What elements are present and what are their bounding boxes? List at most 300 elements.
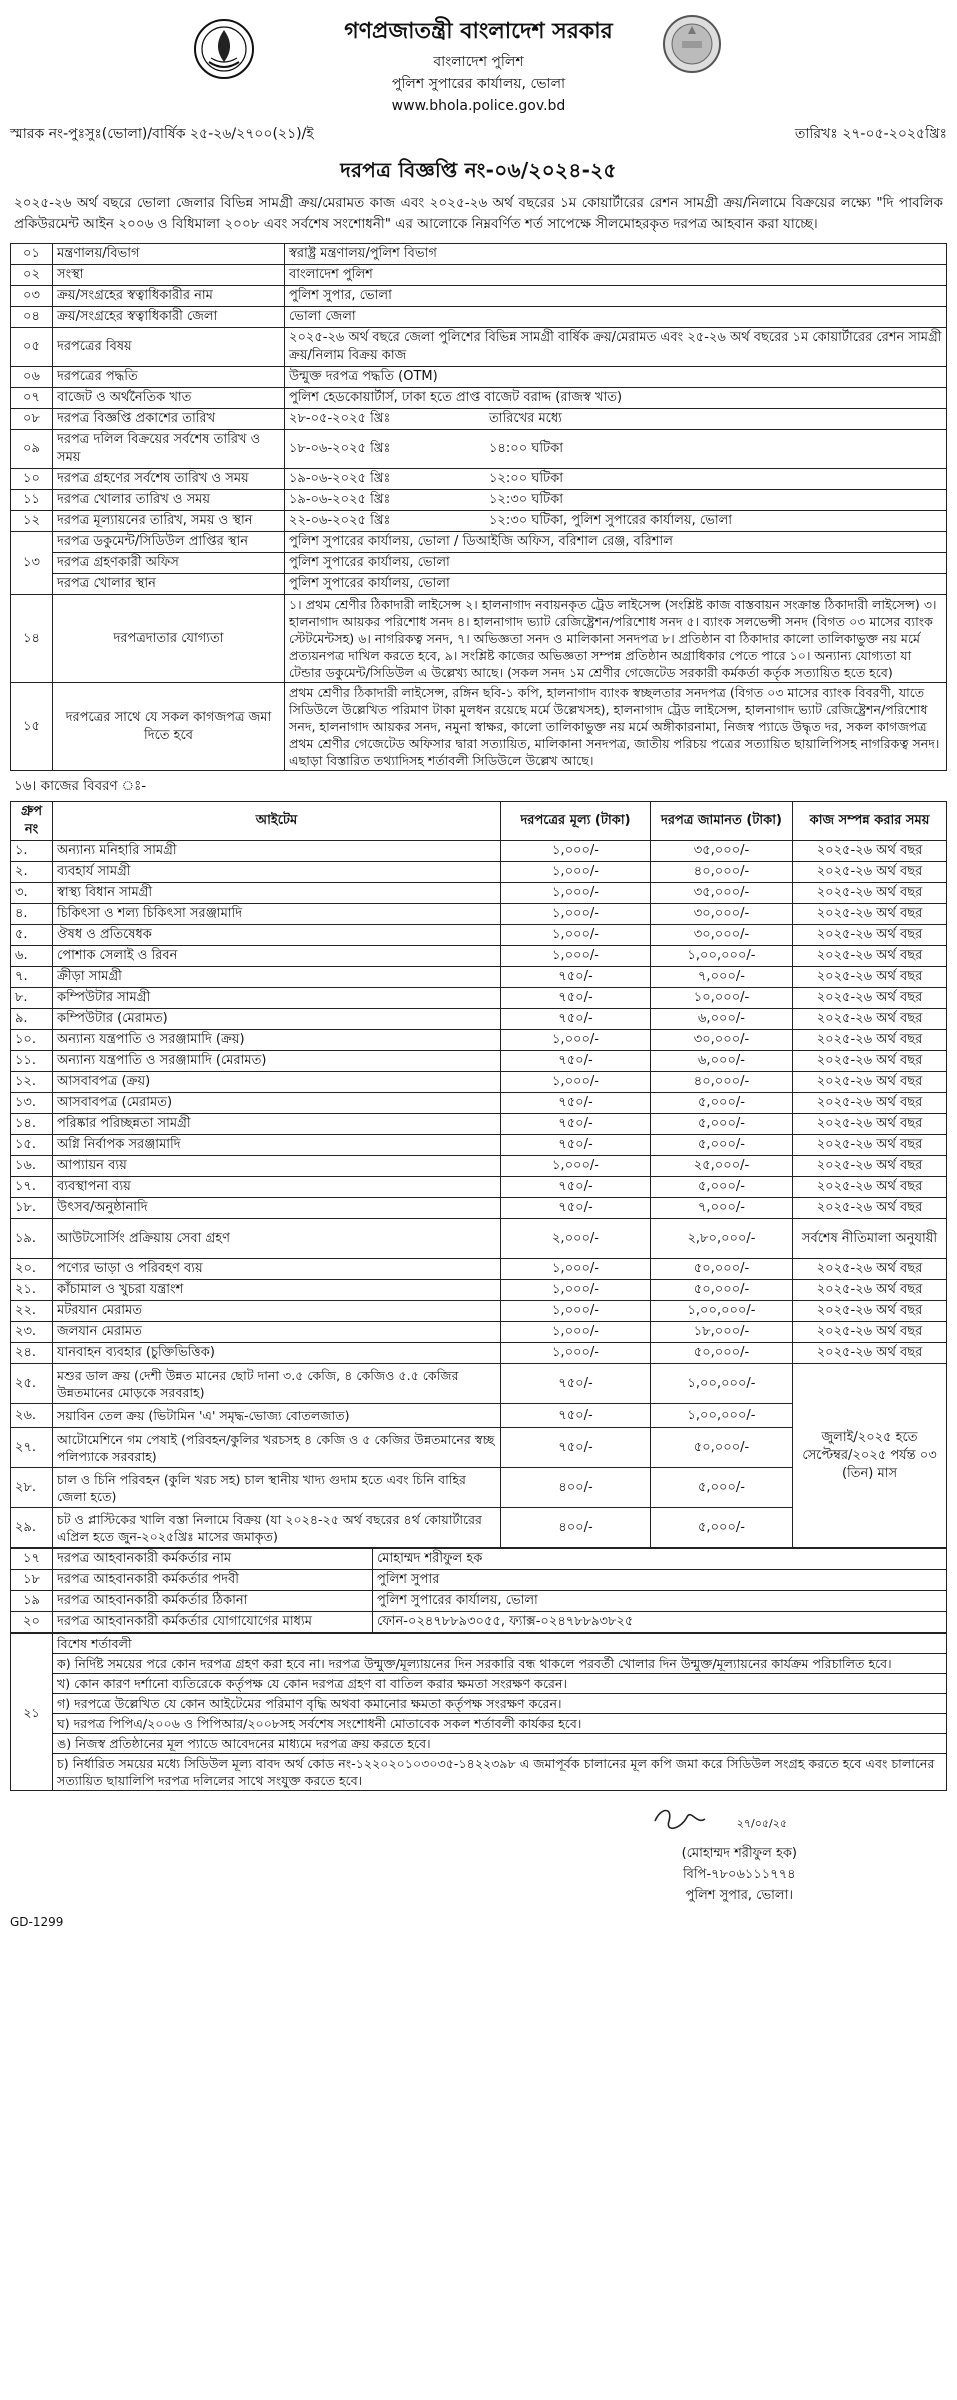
conditions-title-row: [11, 1634, 947, 1654]
row-label: দরপত্র আহবানকারী কর্মকর্তার পদবী: [53, 1570, 373, 1591]
tender-security: ৪০,০০০/-: [651, 862, 793, 883]
work-item-row: [11, 946, 947, 967]
tender-security: ২৫,০০০/-: [651, 1156, 793, 1177]
intro-paragraph: ২০২৫-২৬ অর্থ বছরে ভোলা জেলার বিভিন্ন সামগ্রী ক্রয়/মেরামত কাজ এবং ২০২৫-২৬ অর্থ বছরের ১ম কোয়ার্টারের রেশন সামগ্রী ক্রয়/নিলামে বিক্রয়ের লক্ষ্যে "দি পাবলিক প্রকিউরমেন্ট আইন ২০০৬ ও বিধিমালা ২০০৮ এবং সর্বশেষ সংশোধনী" এর আলোকে নিম্নবর্ণিত শর্ত সাপেক্ষে সীলমোহরকৃত দরপত্র আহবান করা যাচ্ছে।: [14, 195, 943, 232]
info-row: [11, 286, 947, 307]
work-period: ২০২৫-২৬ অর্থ বছর: [793, 967, 947, 988]
work-item-row: [11, 988, 947, 1009]
tender-price: ১,০০০/-: [501, 904, 651, 925]
place-row: [11, 574, 947, 595]
date-row: [11, 469, 947, 490]
work-period: ২০২৫-২৬ অর্থ বছর: [793, 1343, 947, 1364]
work-period: ২০২৫-২৬ অর্থ বছর: [793, 1114, 947, 1135]
row-number: ০৩: [11, 286, 53, 307]
work-period: ২০২৫-২৬ অর্থ বছর: [793, 904, 947, 925]
row-value: পুলিশ হেডকোয়ার্টার্স, ঢাকা হতে প্রাপ্ত বাজেট বরাদ্দ (রাজস্ব খাত): [285, 388, 947, 409]
row-date: ১৮-০৬-২০২৫ খ্রিঃ: [289, 441, 391, 456]
info-row: [11, 244, 947, 265]
row-value: উন্মুক্ত দরপত্র পদ্ধতি (OTM): [285, 367, 947, 388]
item-name: সয়াবিন তেল ক্রয় (ভিটামিন 'এ' সমৃদ্ধ-ভোজ্য বোতলজাত): [53, 1404, 501, 1428]
item-name: আউটসোর্সিং প্রক্রিয়ায় সেবা গ্রহণ: [53, 1219, 501, 1259]
row-value: বাংলাদেশ পুলিশ: [285, 265, 947, 286]
tender-security: ৫,০০০/-: [651, 1468, 793, 1508]
tender-price: ৪০০/-: [501, 1508, 651, 1548]
special-conditions-table: [10, 1633, 947, 1791]
tender-price: ১,০০০/-: [501, 1301, 651, 1322]
work-item-row: [11, 1093, 947, 1114]
row-label: দরপত্র আহবানকারী কর্মকর্তার ঠিকানা: [53, 1591, 373, 1612]
group-number: ২২.: [11, 1301, 53, 1322]
info-row: [11, 367, 947, 388]
row-number: ০৪: [11, 307, 53, 328]
work-item-row: [11, 1198, 947, 1219]
item-name: উৎসব/অনুষ্ঠানাদি: [53, 1198, 501, 1219]
row-time: ১২:৩০ ঘটিকা: [489, 492, 564, 507]
date-row: [11, 409, 947, 430]
work-period: ২০২৫-২৬ অর্থ বছর: [793, 841, 947, 862]
group-number: ২৬.: [11, 1404, 53, 1428]
notice-title: দরপত্র বিজ্ঞপ্তি নং-০৬/২০২৪-২৫: [340, 158, 617, 182]
work-item-row: [11, 967, 947, 988]
work-period: ২০২৫-২৬ অর্থ বছর: [793, 988, 947, 1009]
row-label: মন্ত্রণালয়/বিভাগ: [53, 244, 285, 265]
work-period: ২০২৫-২৬ অর্থ বছর: [793, 883, 947, 904]
tender-security: ৫,০০০/-: [651, 1114, 793, 1135]
work-period: ২০২৫-২৬ অর্থ বছর: [793, 1301, 947, 1322]
officer-row: [11, 1549, 947, 1570]
website-link[interactable]: www.bhola.police.gov.bd: [391, 98, 566, 114]
item-name: যানবাহন ব্যবহার (চুক্তিভিত্তিক): [53, 1343, 501, 1364]
row-value: পুলিশ সুপার, ভোলা: [285, 286, 947, 307]
item-name: আপ্যায়ন ব্যয়: [53, 1156, 501, 1177]
tender-security: ৬,০০০/-: [651, 1051, 793, 1072]
row-label: দরপত্রদাতার যোগ্যতা: [53, 595, 285, 683]
tender-price: ২,০০০/-: [501, 1219, 651, 1259]
item-name: অন্যান্য যন্ত্রপাতি ও সরঞ্জামাদি (মেরামত): [53, 1051, 501, 1072]
row-value: ২০২৫-২৬ অর্থ বছরে জেলা পুলিশের বিভিন্ন সামগ্রী বার্ষিক ক্রয়/মেরামত এবং ২৫-২৬ অর্থ বছরের ১ম কোয়ার্টারের রেশন সামগ্রী ক্রয়/নিলাম বিক্রয় কাজ: [285, 328, 947, 367]
department-name: বাংলাদেশ পুলিশ: [433, 54, 524, 70]
conditions-title: বিশেষ শর্তাবলী: [53, 1634, 947, 1654]
condition-text: গ) দরপত্রে উল্লেখিত যে কোন আইটেমের পরিমাণ বৃদ্ধি অথবা কমানোর ক্ষমতা কর্তৃপক্ষ সংরক্ষণ করেন।: [53, 1694, 947, 1714]
signature-block: [10, 1791, 947, 1933]
item-name: পোশাক সেলাই ও রিবন: [53, 946, 501, 967]
row-value: পুলিশ সুপারের কার্যালয়, ভোলা: [373, 1591, 947, 1612]
row-label: দরপত্র ডকুমেন্ট/সিডিউল প্রাপ্তির স্থান: [53, 532, 285, 553]
work-period: ২০২৫-২৬ অর্থ বছর: [793, 946, 947, 967]
place-row: [11, 532, 947, 553]
row-date-time: [285, 490, 947, 511]
signer-designation: পুলিশ সুপার, ভোলা।: [685, 1888, 794, 1903]
item-name: অগ্নি নির্বাপক সরঞ্জামাদি: [53, 1135, 501, 1156]
tender-price: ১,০০০/-: [501, 1343, 651, 1364]
row-value: পুলিশ সুপারের কার্যালয়, ভোলা / ডিআইজি অফিস, বরিশাল রেঞ্জ, বরিশাল: [285, 532, 947, 553]
office-name: পুলিশ সুপারের কার্যালয়, ভোলা: [391, 76, 566, 92]
date-row: [11, 511, 947, 532]
item-name: অন্যান্য যন্ত্রপাতি ও সরঞ্জামাদি (ক্রয়): [53, 1030, 501, 1051]
tender-security: ৩৫,০০০/-: [651, 883, 793, 904]
tender-price: ৭৫০/-: [501, 1051, 651, 1072]
work-item-row: [11, 1156, 947, 1177]
row-number: ২১: [11, 1634, 53, 1791]
tender-security: ৩০,০০০/-: [651, 1030, 793, 1051]
tender-security: ৩৫,০০০/-: [651, 841, 793, 862]
group-number: ২৯.: [11, 1508, 53, 1548]
row-label: দরপত্র খোলার তারিখ ও সময়: [53, 490, 285, 511]
tender-security: ৪০,০০০/-: [651, 1072, 793, 1093]
work-period: ২০২৫-২৬ অর্থ বছর: [793, 1322, 947, 1343]
group-number: ৫.: [11, 925, 53, 946]
group-number: ২৮.: [11, 1468, 53, 1508]
condition-item: [11, 1734, 947, 1754]
letterhead: [10, 0, 947, 150]
row-date: ১৯-০৬-২০২৫ খ্রিঃ: [289, 471, 391, 486]
row-value: পুলিশ সুপারের কার্যালয়, ভোলা: [285, 553, 947, 574]
tender-security: ৫০,০০০/-: [651, 1428, 793, 1468]
work-period: ২০২৫-২৬ অর্থ বছর: [793, 1177, 947, 1198]
government-title: গণপ্রজাতন্ত্রী বাংলাদেশ সরকার: [344, 19, 613, 44]
tender-price: ১,০০০/-: [501, 1156, 651, 1177]
work-item-row: [11, 1114, 947, 1135]
work-item-row: [11, 1051, 947, 1072]
group-number: ১৭.: [11, 1177, 53, 1198]
row-date: ১৯-০৬-২০২৫ খ্রিঃ: [289, 492, 391, 507]
row-number: ১৪: [11, 595, 53, 683]
item-name: কাঁচামাল ও খুচরা যন্ত্রাংশ: [53, 1280, 501, 1301]
tender-price: ৭৫০/-: [501, 1404, 651, 1428]
header-period: কাজ সম্পন্ন করার সময়: [793, 802, 947, 841]
work-table-header: [11, 802, 947, 841]
tender-price: ৭৫০/-: [501, 988, 651, 1009]
header-security: দরপত্র জামানত (টাকা): [651, 802, 793, 841]
work-item-row: [11, 1280, 947, 1301]
item-name: স্বাস্থ্য বিধান সামগ্রী: [53, 883, 501, 904]
row-value: ভোলা জেলা: [285, 307, 947, 328]
group-number: ২৩.: [11, 1322, 53, 1343]
info-row: [11, 265, 947, 286]
officer-info-table: [10, 1548, 947, 1633]
work-period: ২০২৫-২৬ অর্থ বছর: [793, 862, 947, 883]
tender-price: ৭৫০/-: [501, 1093, 651, 1114]
row-number: ০৫: [11, 328, 53, 367]
item-name: আসবাবপত্র (মেরামত): [53, 1093, 501, 1114]
government-emblem-icon: [193, 18, 255, 80]
work-item-row: [11, 1322, 947, 1343]
work-items-table: [10, 801, 947, 1548]
group-number: ১৪.: [11, 1114, 53, 1135]
tender-price: ১,০০০/-: [501, 862, 651, 883]
row-label: দরপত্রের সাথে যে সকল কাগজপত্র জমা দিতে হবে: [53, 683, 285, 771]
work-period: ২০২৫-২৬ অর্থ বছর: [793, 1280, 947, 1301]
condition-item: [11, 1654, 947, 1674]
row-number: ০৭: [11, 388, 53, 409]
tender-price: ৭৫০/-: [501, 1364, 651, 1404]
row-number: ১৩: [11, 532, 53, 595]
police-badge-icon: [662, 14, 722, 74]
item-name: ঔষধ ও প্রতিষেধক: [53, 925, 501, 946]
tender-price: ৭৫০/-: [501, 1177, 651, 1198]
row-number: ০২: [11, 265, 53, 286]
info-row: [11, 388, 947, 409]
tender-price: ৭৫০/-: [501, 1135, 651, 1156]
row-label: বাজেট ও অর্থনৈতিক খাত: [53, 388, 285, 409]
item-name: চাল ও চিনি পরিবহন (কুলি খরচ সহ) চাল স্থানীয় খাদ্য গুদাম হতে এবং চিনি বাহির জেলা হতে): [53, 1468, 501, 1508]
info-row: [11, 328, 947, 367]
work-period: ২০২৫-২৬ অর্থ বছর: [793, 1156, 947, 1177]
row-value: ফোন-০২৪৭৮৮৯৩০৫৫, ফ্যাক্স-০২৪৭৮৮৯৩৮২৫: [373, 1612, 947, 1633]
work-item-row: [11, 1009, 947, 1030]
item-name: ব্যবস্থাপনা ব্যয়: [53, 1177, 501, 1198]
condition-text: ক) নির্দিষ্ট সময়ের পরে কোন দরপত্র গ্রহণ করা হবে না। দরপত্র উন্মুক্ত/মূল্যায়নের দিন সরকারি বন্ধ থাকলে পরবর্তী খোলার দিন উন্মুক্ত/মূল্যায়নের কার্যক্রম পরিচালিত হবে।: [53, 1654, 947, 1674]
row-number: ০৯: [11, 430, 53, 469]
work-period: ২০২৫-২৬ অর্থ বছর: [793, 1135, 947, 1156]
item-name: জলযান মেরামত: [53, 1322, 501, 1343]
tender-security: ১,০০,০০০/-: [651, 1364, 793, 1404]
qualification-row: [11, 595, 947, 683]
work-period: ২০২৫-২৬ অর্থ বছর: [793, 1198, 947, 1219]
signature-date: ২৭/০৫/২৫: [736, 1817, 787, 1830]
row-label: দরপত্রের পদ্ধতি: [53, 367, 285, 388]
condition-item: [11, 1714, 947, 1734]
work-description-title: ১৬। কাজের বিবরণ ঃ-: [14, 778, 147, 794]
tender-security: ৬,০০০/-: [651, 1009, 793, 1030]
work-period: ২০২৫-২৬ অর্থ বছর: [793, 1072, 947, 1093]
row-label: সংস্থা: [53, 265, 285, 286]
tender-security: ৭,০০০/-: [651, 1198, 793, 1219]
work-item-row: [11, 883, 947, 904]
tender-security: ৭,০০০/-: [651, 967, 793, 988]
work-item-row: [11, 841, 947, 862]
tender-price: ৭৫০/-: [501, 967, 651, 988]
item-name: মটরযান মেরামত: [53, 1301, 501, 1322]
row-time: ১৪:০০ ঘটিকা: [489, 441, 563, 456]
work-item-row: [11, 1072, 947, 1093]
group-number: ১৬.: [11, 1156, 53, 1177]
memo-date: তারিখঃ ২৭-০৫-২০২৫খ্রিঃ: [794, 126, 947, 142]
group-number: ১.: [11, 841, 53, 862]
work-item-row: [11, 1030, 947, 1051]
item-name: আসবাবপত্র (ক্রয়): [53, 1072, 501, 1093]
tender-security: ৫,০০০/-: [651, 1093, 793, 1114]
tender-security: ৫,০০০/-: [651, 1508, 793, 1548]
row-label: দরপত্র আহবানকারী কর্মকর্তার যোগাযোগের মাধ্যম: [53, 1612, 373, 1633]
officer-row: [11, 1612, 947, 1633]
work-period: ২০২৫-২৬ অর্থ বছর: [793, 1093, 947, 1114]
item-name: পণ্যের ভাড়া ও পরিবহণ ব্যয়: [53, 1259, 501, 1280]
work-item-row: [11, 1301, 947, 1322]
row-label: দরপত্র মূল্যায়নের তারিখ, সময় ও স্থান: [53, 511, 285, 532]
row-label: দরপত্র গ্রহণকারী অফিস: [53, 553, 285, 574]
tender-security: ৫০,০০০/-: [651, 1259, 793, 1280]
group-number: ৯.: [11, 1009, 53, 1030]
condition-item: [11, 1674, 947, 1694]
group-number: ১৯.: [11, 1219, 53, 1259]
row-value: স্বরাষ্ট্র মন্ত্রণালয়/পুলিশ বিভাগ: [285, 244, 947, 265]
group-number: ১১.: [11, 1051, 53, 1072]
qualification-row: [11, 683, 947, 771]
group-number: ২০.: [11, 1259, 53, 1280]
group-number: ১০.: [11, 1030, 53, 1051]
tender-security: ৫০,০০০/-: [651, 1343, 793, 1364]
tender-security: ১০,০০০/-: [651, 988, 793, 1009]
work-period: ২০২৫-২৬ অর্থ বছর: [793, 1030, 947, 1051]
tender-price: ১,০০০/-: [501, 925, 651, 946]
tender-price: ১,০০০/-: [501, 1322, 651, 1343]
header-price: দরপত্রের মূল্য (টাকা): [501, 802, 651, 841]
item-name: আটোমেশিনে গম পেষাই (পরিবহন/কুলির খরচসহ ৪ কেজি ও ৫ কেজির উন্নতমানের স্বচ্ছ পলিপ্যাকে সরবরাহ): [53, 1428, 501, 1468]
group-number: ১৮.: [11, 1198, 53, 1219]
tender-security: ১,০০,০০০/-: [651, 1301, 793, 1322]
tender-security: ১৮,০০০/-: [651, 1322, 793, 1343]
work-item-row: [11, 862, 947, 883]
officer-row: [11, 1591, 947, 1612]
group-number: ২১.: [11, 1280, 53, 1301]
work-item-row: [11, 904, 947, 925]
signer-name: (মোহাম্মদ শরীফুল হক): [681, 1846, 797, 1861]
item-name: পরিষ্কার পরিচ্ছন্নতা সামগ্রী: [53, 1114, 501, 1135]
item-name: অন্যান্য মনিহারি সামগ্রী: [53, 841, 501, 862]
work-item-row: [11, 1177, 947, 1198]
row-date-time: [285, 409, 947, 430]
row-date-time: [285, 511, 947, 532]
row-number: ১৫: [11, 683, 53, 771]
row-time: ১২:০০ ঘটিকা: [489, 471, 564, 486]
tender-security: ১,০০,০০০/-: [651, 1404, 793, 1428]
tender-security: ৫০,০০০/-: [651, 1280, 793, 1301]
item-name: চট ও প্লাস্টিকের খালি বস্তা নিলামে বিক্রয় (যা ২০২৪-২৫ অর্থ বছরের ৪র্থ কোয়ার্টারের এপ্রিল হতে জুন-২০২৫খ্রিঃ মাসের জমাকৃত): [53, 1508, 501, 1548]
tender-price: ১,০০০/-: [501, 1259, 651, 1280]
condition-text: ঘ) দরপত্র পিপিএ/২০০৬ ও পিপিআর/২০০৮সহ সর্বশেষ সংশোধনী মোতাবেক সকল শর্তাবলী কার্যকর হবে।: [53, 1714, 947, 1734]
tender-security: ৫,০০০/-: [651, 1177, 793, 1198]
group-number: ৪.: [11, 904, 53, 925]
tender-info-table: [10, 243, 947, 771]
condition-item: [11, 1754, 947, 1791]
tender-price: ৭৫০/-: [501, 1198, 651, 1219]
row-time: ১২:৩০ ঘটিকা, পুলিশ সুপারের কার্যালয়, ভোলা: [489, 513, 733, 528]
info-row: [11, 307, 947, 328]
group-number: ২৪.: [11, 1343, 53, 1364]
row-label: দরপত্র আহবানকারী কর্মকর্তার নাম: [53, 1549, 373, 1570]
item-name: কম্পিউটার সামগ্রী: [53, 988, 501, 1009]
row-date: ২২-০৬-২০২৫ খ্রিঃ: [289, 513, 391, 528]
tender-price: ১,০০০/-: [501, 841, 651, 862]
date-row: [11, 430, 947, 469]
group-number: ১৩.: [11, 1093, 53, 1114]
row-date-time: [285, 469, 947, 490]
work-item-row: [11, 1343, 947, 1364]
work-period: ২০২৫-২৬ অর্থ বছর: [793, 925, 947, 946]
row-number: ০৬: [11, 367, 53, 388]
work-period: ২০২৫-২৬ অর্থ বছর: [793, 1051, 947, 1072]
tender-price: ১,০০০/-: [501, 1030, 651, 1051]
group-number: ৭.: [11, 967, 53, 988]
tender-price: ১,০০০/-: [501, 946, 651, 967]
row-number: ১০: [11, 469, 53, 490]
work-period: ২০২৫-২৬ অর্থ বছর: [793, 1259, 947, 1280]
row-number: ১৮: [11, 1570, 53, 1591]
ration-item-row: [11, 1364, 947, 1404]
row-value: ১। প্রথম শ্রেণীর ঠিকাদারী লাইসেন্স ২। হালনাগাদ নবায়নকৃত ট্রেড লাইসেন্স (সংশ্লিষ্ট কাজ বাস্তবায়ন সংক্রান্ত ঠিকাদারী লাইসেন্স) ৩। হালনাগাদ আয়কর পরিশোধ সনদ ৪। হালনাগাদ ভ্যাট রেজিষ্ট্রেশন/পরিশোধ সনদ ৫। ব্যাংক সলভেন্সী সনদ (বিগত ০৩ মাসের ব্যাংক স্টেটমেন্টসহ) ৬। নাগরিকত্ব সনদ, ৭। অভিজ্ঞতা সনদ ও মালিকানা সনদপত্র ৮। প্রতিষ্ঠান বা ঠিকাদার কালো তালিকাভুক্ত নয় মর্মে প্রত্যয়নপত্র দাখিল করতে হবে, ৯। সংশ্লিষ্ট কাজের অভিজ্ঞতা সম্পন্ন প্রতিষ্ঠান অগ্রাধিকার পেতে পারে ১০। অন্যান্য যোগ্যতা যা টেন্ডার ডকুমেন্ট/সিডিউল এ উল্লেখ্য আছে। (সকল সনদ ১ম শ্রেণীর গেজেটেড সরকারী কর্মকর্তা কর্তৃক সত্যায়িত হতে হবে): [285, 595, 947, 683]
row-number: ০১: [11, 244, 53, 265]
place-row: [11, 553, 947, 574]
gd-code: GD-1299: [10, 1915, 64, 1929]
condition-text: ঙ) নিজস্ব প্রতিষ্ঠানের মূল প্যাডে আবেদনের মাধ্যমে দরপত্র ক্রয় করতে হবে।: [53, 1734, 947, 1754]
item-name: ক্রীড়া সামগ্রী: [53, 967, 501, 988]
officer-row: [11, 1570, 947, 1591]
row-label: দরপত্র গ্রহণের সর্বশেষ তারিখ ও সময়: [53, 469, 285, 490]
row-label: দরপত্রের বিষয়: [53, 328, 285, 367]
row-number: ১২: [11, 511, 53, 532]
group-number: ৬.: [11, 946, 53, 967]
group-number: ১৫.: [11, 1135, 53, 1156]
memo-number: স্মারক নং-পুঃসুঃ(ভোলা)/বার্ষিক ২৫-২৬/২৭০০(২১)/ই: [10, 126, 314, 142]
tender-price: ৭৫০/-: [501, 1114, 651, 1135]
group-number: ২৭.: [11, 1428, 53, 1468]
row-number: ১৭: [11, 1549, 53, 1570]
row-value: পুলিশ সুপারের কার্যালয়, ভোলা: [285, 574, 947, 595]
work-item-row: [11, 1219, 947, 1259]
row-label: ক্রয়/সংগ্রহের স্বত্বাধিকারীর নাম: [53, 286, 285, 307]
row-number: ২০: [11, 1612, 53, 1633]
row-date: ২৮-০৫-২০২৫ খ্রিঃ: [289, 411, 391, 426]
condition-text: চ) নির্ধারিত সময়ের মধ্যে সিডিউল মূল্য বাবদ অর্থ কোড নং-১২২০২০১০৩০৩৫-১৪২২৩৯৮ এ জমাপূর্বক চালানের মূল কপি জমা করে সিডিউল সংগ্রহ করতে হবে এবং চালানের সত্যায়িত ছায়ালিপি দরপত্র দলিলের সাথে সংযুক্ত করতে হবে।: [53, 1754, 947, 1791]
work-period: সর্বশেষ নীতিমালা অনুযায়ী: [793, 1219, 947, 1259]
date-row: [11, 490, 947, 511]
row-value: মোহাম্মদ শরীফুল হক: [373, 1549, 947, 1570]
tender-price: ১,০০০/-: [501, 1280, 651, 1301]
row-label: দরপত্র খোলার স্থান: [53, 574, 285, 595]
signer-bp: বিপি-৭৮০৬১১১৭৭৪: [682, 1867, 796, 1882]
group-number: ২.: [11, 862, 53, 883]
tender-security: ৩০,০০০/-: [651, 925, 793, 946]
row-value: পুলিশ সুপার: [373, 1570, 947, 1591]
condition-item: [11, 1694, 947, 1714]
row-date-time: [285, 430, 947, 469]
work-item-row: [11, 1135, 947, 1156]
tender-price: ১,০০০/-: [501, 883, 651, 904]
row-time: তারিখের মধ্যে: [489, 411, 562, 426]
tender-price: ৭৫০/-: [501, 1009, 651, 1030]
work-item-row: [11, 1259, 947, 1280]
ration-period: জুলাই/২০২৫ হতে সেপ্টেম্বর/২০২৫ পর্যন্ত ০৩ (তিন) মাস: [793, 1364, 947, 1548]
tender-security: ৩০,০০০/-: [651, 904, 793, 925]
group-number: ৮.: [11, 988, 53, 1009]
item-name: কম্পিউটার (মেরামত): [53, 1009, 501, 1030]
tender-security: ২,৮০,০০০/-: [651, 1219, 793, 1259]
row-label: দরপত্র বিজ্ঞপ্তি প্রকাশের তারিখ: [53, 409, 285, 430]
tender-price: ৭৫০/-: [501, 1428, 651, 1468]
item-name: ব্যবহার্য সামগ্রী: [53, 862, 501, 883]
header-group: গ্রুপ নং: [11, 802, 53, 841]
row-number: ১৯: [11, 1591, 53, 1612]
group-number: ৩.: [11, 883, 53, 904]
row-number: ১১: [11, 490, 53, 511]
row-value: প্রথম শ্রেণীর ঠিকাদারী লাইসেন্স, রঙ্গিন ছবি-১ কপি, হালনাগাদ ব্যাংক স্বচ্ছলতার সনদপত্র (বিগত ০৩ মাসের ব্যাংক বিবরণী, যাতে সিডিউলে উল্লেখিত পরিমাণ টাকা মুলধন রয়েছে মর্মে উল্লেখসহ), হালনাগাদ ট্রেড লাইসেন্স, হালনাগাদ ভ্যাট রেজিষ্ট্রেশন/পরিশোধ সনদ, হালনাগাদ আয়কর সনদ, নমুনা স্বাক্ষর, কালো তালিকাভুক্ত নয় মর্মে অঙ্গীকারনামা, নিজস্ব প্যাডে উদ্ধৃত দর, সকল কাগজপত্র প্রথম শ্রেণীর গেজেটেড অফিসার দ্বারা সত্যায়িত, মালিকানা সনদপত্র, জাতীয় পরিচয় পত্রের সত্যায়িত ছায়ালিপিসহ নাগরিকত্ব সনদ। এছাড়া বিস্তারিত তথ্যাদিসহ শর্তাবলী সিডিউলে উল্লেখ আছে।: [285, 683, 947, 771]
tender-price: ৪০০/-: [501, 1468, 651, 1508]
item-name: মশুর ডাল ক্রয় (দেশী উন্নত মানের ছোট দানা ৩.৫ কেজি, ৪ কেজিও ৫.৫ কেজির উন্নতমানের মোড়কে সরবরাহ): [53, 1364, 501, 1404]
header-item: আইটেম: [53, 802, 501, 841]
group-number: ২৫.: [11, 1364, 53, 1404]
item-name: চিকিৎসা ও শল্য চিকিৎসা সরঞ্জামাদি: [53, 904, 501, 925]
tender-notice: [10, 0, 947, 1933]
tender-security: ১,০০,০০০/-: [651, 946, 793, 967]
row-label: দরপত্র দলিল বিক্রয়ের সর্বশেষ তারিখ ও সময়: [53, 430, 285, 469]
row-number: ০৮: [11, 409, 53, 430]
row-label: ক্রয়/সংগ্রহের স্বত্বাধিকারী জেলা: [53, 307, 285, 328]
group-number: ১২.: [11, 1072, 53, 1093]
tender-price: ১,০০০/-: [501, 1072, 651, 1093]
tender-security: ৫,০০০/-: [651, 1135, 793, 1156]
work-item-row: [11, 925, 947, 946]
